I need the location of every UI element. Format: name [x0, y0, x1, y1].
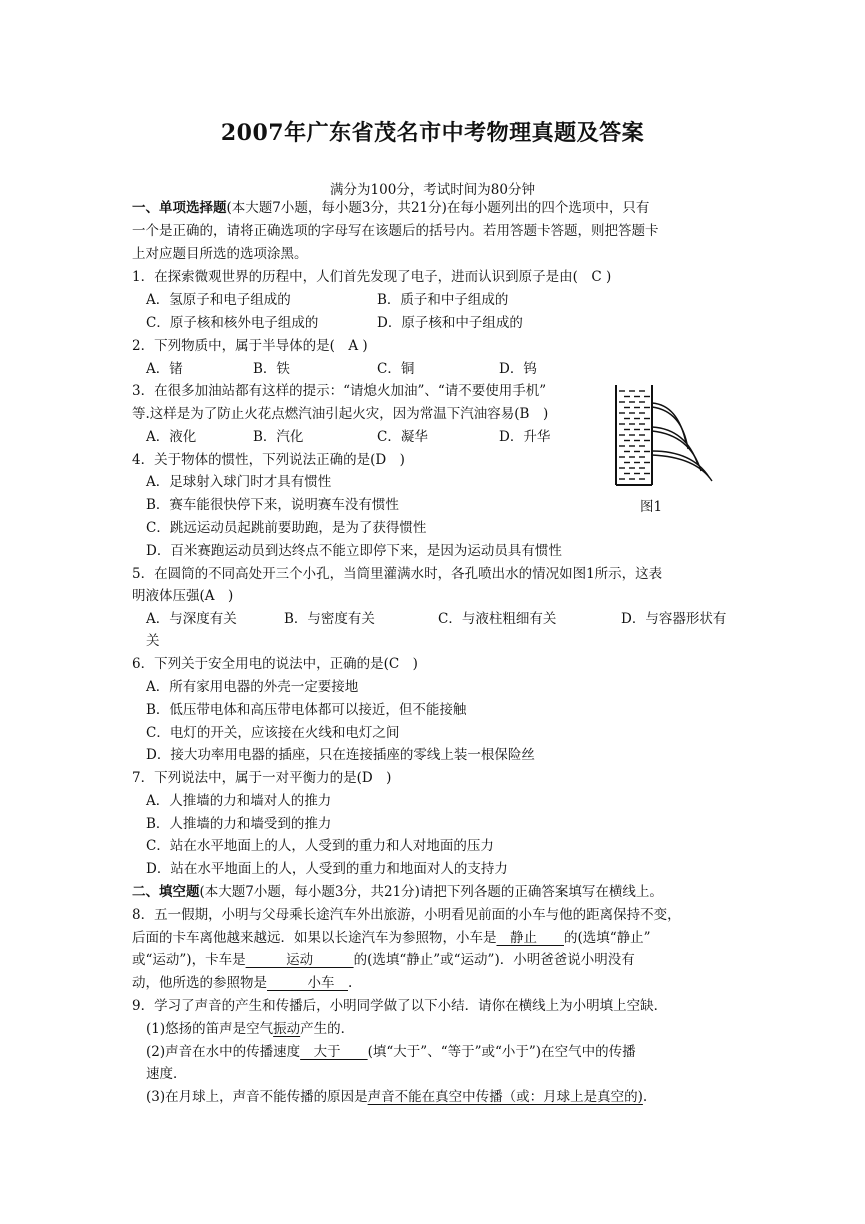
q3-option-d: D．升华: [499, 429, 551, 445]
water-cylinder-figure: [606, 383, 720, 487]
q5-option-d-cont: 关: [146, 633, 160, 649]
page-title: 2007年广东省茂名市中考物理真题及答案: [220, 120, 645, 146]
q6-option-c: C．电灯的开关，应该接在火线和电灯之间: [146, 725, 400, 741]
figure-caption: 图1: [640, 499, 663, 515]
q8-answer-2: 运动: [245, 952, 354, 968]
section1-intro-line2: 一个是正确的，请将正确选项的字母写在该题后的括号内。若用答题卡答题，则把答题卡: [132, 223, 659, 239]
water-jets: [652, 403, 712, 481]
q4-option-d: D．百米赛跑运动员到达终点不能立即停下来，是因为运动员具有惯性: [146, 543, 562, 559]
q4-option-b: B．赛车能很快停下来，说明赛车没有惯性: [146, 497, 399, 513]
q5-option-b: B．与密度有关: [284, 611, 375, 627]
q2-stem: 2．下列物质中，属于半导体的是( A ): [132, 338, 368, 354]
q2-option-b: B．铁: [253, 361, 290, 377]
q7-option-c: C．站在水平地面上的人，人受到的重力和人对地面的压力: [146, 838, 494, 854]
q8-line2: 后面的卡车离他越来越远．如果以长途汽车为参照物，小车是 静止 的(选填“静止”: [132, 930, 651, 946]
q8-answer-3: 小车: [267, 975, 348, 991]
q6-option-b: B．低压带电体和高压带电体都可以接近，但不能接触: [146, 702, 467, 718]
q5-option-d: D．与容器形状有: [621, 611, 727, 627]
q7-option-d: D．站在水平地面上的人，人受到的重力和地面对人的支持力: [146, 861, 508, 877]
q2-option-a: A．锗: [146, 361, 183, 377]
q9-part1: (1)悠扬的笛声是空气振动产生的．: [146, 1021, 355, 1037]
exam-subtitle: 满分为100分，考试时间为80分钟: [330, 182, 535, 198]
q2-option-d: D．钨: [499, 361, 537, 377]
q6-option-a: A．所有家用电器的外壳一定要接地: [146, 679, 359, 695]
section1-intro: 一、单项选择题(本大题7小题，每小题3分，共21分)在每小题列出的四个选项中，只有: [132, 200, 650, 216]
q9-part3: (3)在月球上，声音不能传播的原因是声音不能在真空中传播（或：月球上是真空的).: [146, 1089, 648, 1105]
q2-option-c: C．铜: [377, 361, 415, 377]
section1-intro-line3: 上对应题目所选的选项涂黑。: [132, 246, 308, 262]
q1-option-c: C．原子核和核外电子组成的: [146, 315, 319, 331]
q1-stem: 1．在探索微观世界的历程中，人们首先发现了电子，进而认识到原子是由( C ): [132, 269, 612, 285]
q4-option-c: C．跳远运动员起跳前要助跑，是为了获得惯性: [146, 520, 427, 536]
q3-stem-line1: 3．在很多加油站都有这样的提示：“请熄火加油”、“请不要使用手机”: [132, 383, 547, 399]
q3-option-c: C．凝华: [377, 429, 428, 445]
water-dashes: [619, 391, 650, 479]
q9-part2-cont: 速度．: [146, 1066, 187, 1082]
q3-option-a: A．液化: [146, 429, 197, 445]
q9-part2: (2)声音在水中的传播速度 大于 (填“大于”、“等于”或“小于”)在空气中的传播: [146, 1044, 636, 1060]
q5-stem-line2: 明液体压强(A ): [132, 588, 234, 604]
q9-answer-3: 声音不能在真空中传播（或：月球上是真空的): [367, 1089, 643, 1105]
q1-option-d: D．原子核和中子组成的: [377, 315, 523, 331]
q3-stem-line2: 等.这样是为了防止火花点燃汽油引起火灾，因为常温下汽油容易(B ): [132, 406, 549, 422]
section2-intro: 二、填空题(本大题7小题，每小题3分，共21分)请把下列各题的正确答案填写在横线上。: [132, 884, 663, 900]
q3-option-b: B．汽化: [253, 429, 304, 445]
q7-stem: 7．下列说法中，属于一对平衡力的是(D ): [132, 770, 392, 786]
q7-option-b: B．人推墙的力和墙受到的推力: [146, 816, 332, 832]
q9-answer-2: 大于: [300, 1044, 368, 1060]
q6-option-d: D．接大功率用电器的插座，只在连接插座的零线上装一根保险丝: [146, 747, 535, 763]
q8-line4: 动，他所选的参照物是 小车 .: [132, 975, 353, 991]
q9-stem: 9．学习了声音的产生和传播后，小明同学做了以下小结．请你在横线上为小明填上空缺．: [132, 998, 668, 1014]
q9-answer-1: 振动: [273, 1021, 301, 1037]
q6-stem: 6．下列关于安全用电的说法中，正确的是(C ): [132, 656, 418, 672]
section1-heading: 一、单项选择题: [132, 200, 227, 216]
q4-option-a: A．足球射入球门时才具有惯性: [146, 474, 332, 490]
q5-option-a: A．与深度有关: [146, 611, 237, 627]
q4-stem: 4．关于物体的惯性，下列说法正确的是(D ): [132, 452, 405, 468]
q1-option-b: B．质子和中子组成的: [377, 292, 509, 308]
section2-heading: 二、填空题: [132, 884, 200, 900]
q8-answer-1: 静止: [496, 930, 564, 946]
q5-stem-line1: 5．在圆筒的不同高处开三个小孔，当筒里灌满水时，各孔喷出水的情况如图1所示，这表: [132, 566, 663, 582]
q1-option-a: A．氢原子和电子组成的: [146, 292, 291, 308]
q8-line3: 或“运动”)，卡车是 运动 的(选填“静止”或“运动”)．小明爸爸说小明没有: [132, 952, 635, 968]
q8-line1: 8．五一假期，小明与父母乘长途汽车外出旅游，小明看见前面的小车与他的距离保持不变，: [132, 907, 681, 923]
q7-option-a: A．人推墙的力和墙对人的推力: [146, 793, 332, 809]
q5-option-c: C．与液柱粗细有关: [438, 611, 557, 627]
